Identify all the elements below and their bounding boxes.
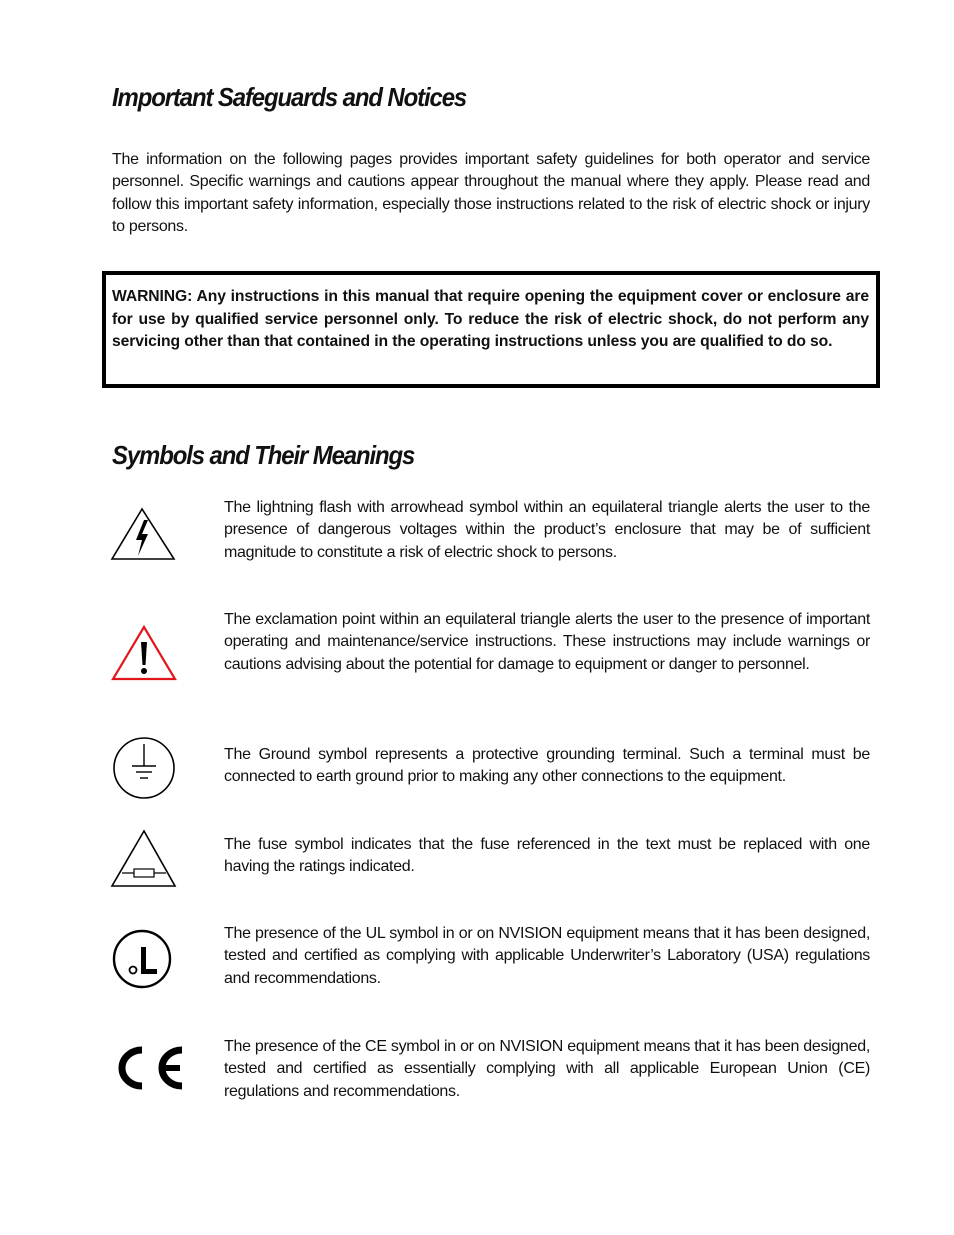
safeguards-intro: The information on the following pages provides important safety guidelines for both operator and service personnel. Specific warnings and cautions appear throughout the manual where they apply. Please read and follow this important safety information, especially those instructions related to the risk of electric shock or injury to persons. [112, 151, 870, 236]
safeguards-heading: Important Safeguards and Notices [112, 82, 467, 112]
symbol-description-exclamation: The exclamation point within an equilateral triangle alerts the user to the presence of important operating and maintenance/service instructions. These instructions may include warnings or cautions advising about the potential for damage to equipment or danger to personnel. [224, 611, 870, 673]
symbol-description-fuse: The fuse symbol indicates that the fuse referenced in the text must be replaced with one having the ratings indicated. [224, 836, 870, 876]
symbol-description-lightning: The lightning flash with arrowhead symbol within an equilateral triangle alerts the user to the presence of dangerous voltages within the product’s enclosure that may be of sufficient magnitude to constitute a risk of electric shock to persons. [224, 499, 870, 561]
warning-box [102, 271, 880, 388]
fuse-triangle-icon [108, 829, 180, 889]
ul-mark-icon [108, 928, 180, 990]
symbols-heading: Symbols and Their Meanings [112, 440, 415, 470]
symbol-description-ground: The Ground symbol represents a protective grounding terminal. Such a terminal must be connected to earth ground prior to making any other connections to the equipment. [224, 746, 870, 786]
symbol-description-ul: The presence of the UL symbol in or on NVISION equipment means that it has been designed, tested and certified as complying with applicable Underwriter’s Laboratory (USA) regulations and recommendations. [224, 925, 870, 987]
symbol-description-ce: The presence of the CE symbol in or on NVISION equipment means that it has been designed, tested and certified as essentially complying with all applicable European Union (CE) regulations and recommendations. [224, 1038, 870, 1100]
ground-icon [108, 736, 180, 800]
lightning-triangle-icon [108, 505, 180, 563]
warning-text: WARNING: Any instructions in this manual that require opening the equipment cover or enclosure are for use by qualified service personnel only. To reduce the risk of electric shock, do not perform any servicing other than that contained in the operating instructions unless you are qualified to do so. [112, 288, 869, 351]
exclamation-triangle-icon [108, 622, 180, 682]
ce-mark-icon [108, 1040, 180, 1096]
